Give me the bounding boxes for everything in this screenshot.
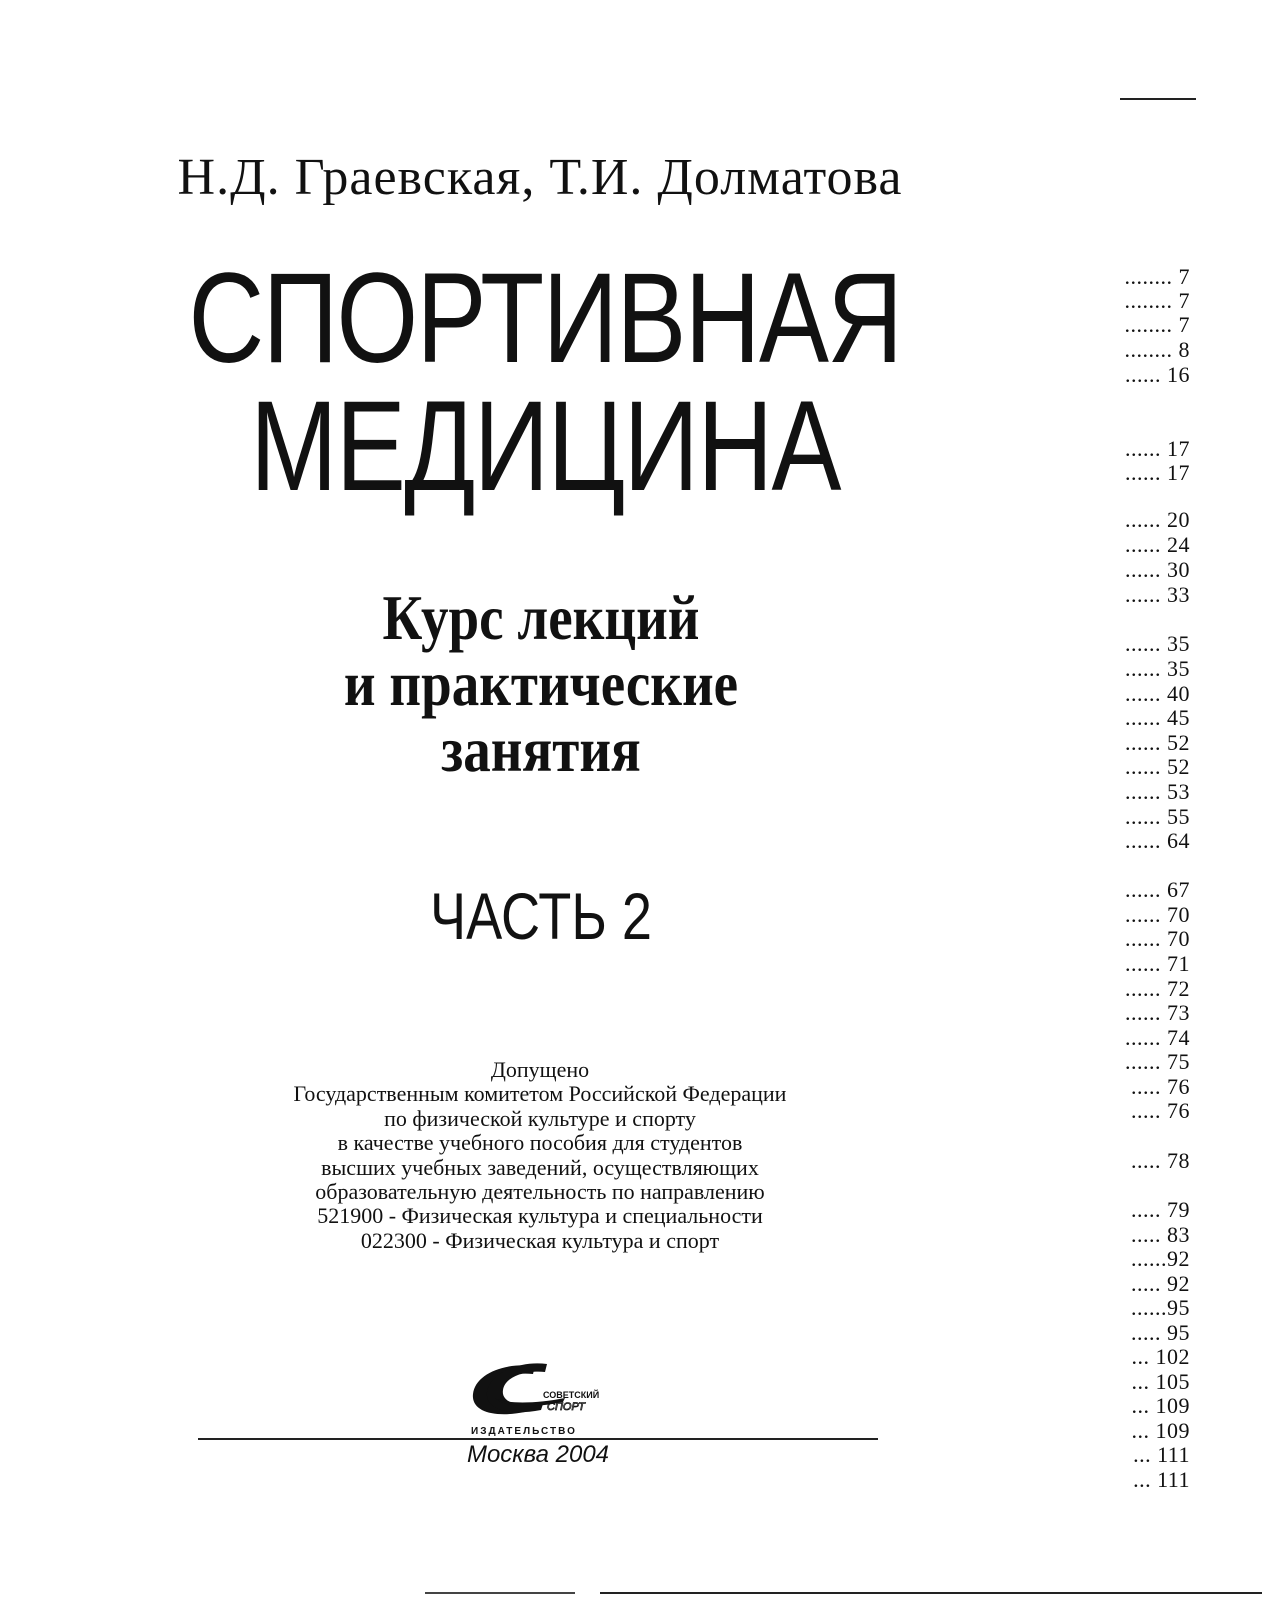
approval-line-3: по физической культуре и спорту xyxy=(384,1105,696,1131)
toc-page-number: ...... 67 xyxy=(1125,877,1190,902)
book-subtitle-line-1: Курс лекций xyxy=(382,582,700,653)
toc-page-number: ... 102 xyxy=(1131,1344,1190,1369)
book-title xyxy=(98,247,992,518)
approval-line-2: Государственным комитетом Российской Федерации xyxy=(293,1081,787,1107)
toc-page-number: ...... 70 xyxy=(1125,902,1190,927)
toc-page-number: ..... 95 xyxy=(1131,1320,1190,1345)
toc-page-number: ...... 24 xyxy=(1125,532,1190,557)
toc-page-number: ........ 7 xyxy=(1124,264,1190,289)
toc-page-number: ...... 17 xyxy=(1125,460,1190,485)
top-rule xyxy=(1120,98,1196,100)
approval-line-7: 521900 - Физическая культура и специальности xyxy=(317,1203,763,1229)
toc-page-number: ...... 30 xyxy=(1125,557,1190,582)
logo-word-top: СОВЕТСКИЙ xyxy=(543,1390,600,1400)
approval-line-4: в качестве учебного пособия для студентов xyxy=(337,1130,743,1156)
toc-page-number: ... 109 xyxy=(1131,1393,1190,1418)
book-title-line-1: СПОРТИВНАЯ xyxy=(188,247,902,390)
toc-page-number: ...... 72 xyxy=(1125,976,1190,1001)
approval-line-8: 022300 - Физическая культура и спорт xyxy=(360,1227,720,1253)
approval-line-6: образовательную деятельность по направлению xyxy=(315,1179,765,1205)
toc-page-number: ...... 71 xyxy=(1125,951,1190,976)
approval-line-5: высших учебных заведений, осуществляющих xyxy=(321,1154,759,1180)
toc-page-number: ...... 17 xyxy=(1125,436,1190,461)
toc-page-number: ..... 76 xyxy=(1131,1098,1190,1123)
logo-word-bottom: СПОРТ xyxy=(547,1401,585,1413)
toc-page-number: ... 105 xyxy=(1131,1369,1190,1394)
approval-line-1: Допущено xyxy=(490,1057,590,1082)
toc-page-number: ... 111 xyxy=(1133,1467,1190,1492)
toc-page-number: ...... 16 xyxy=(1125,362,1190,387)
book-title-line-2: МЕДИЦИНА xyxy=(250,375,840,518)
book-subtitle-line-3: занятия xyxy=(441,714,641,785)
city-year: Москва 2004 xyxy=(466,1441,610,1468)
authors: Н.Д. Граевская, Т.И. Долматова xyxy=(177,149,903,206)
toc-page-number: ... 111 xyxy=(1133,1442,1190,1467)
toc-page-number: ..... 78 xyxy=(1131,1148,1190,1173)
publisher-rule xyxy=(198,1438,878,1440)
toc-page-number: ..... 76 xyxy=(1131,1074,1190,1099)
bottom-rule xyxy=(600,1592,1262,1594)
book-subtitle-line-2: и практические xyxy=(343,648,739,719)
toc-page-number: ........ 7 xyxy=(1124,312,1190,337)
toc-page-number: ...... 74 xyxy=(1125,1025,1190,1050)
toc-page-number: ...... 35 xyxy=(1125,631,1190,656)
toc-page-number: ...... 64 xyxy=(1125,828,1190,853)
logo-caption: ИЗДАТЕЛЬСТВО xyxy=(471,1426,577,1437)
toc-page-number: ...... 20 xyxy=(1125,507,1190,532)
toc-page-number: ...... 35 xyxy=(1125,656,1190,681)
toc-page-number: ...... 55 xyxy=(1125,804,1190,829)
toc-page-number: ...... 75 xyxy=(1125,1049,1190,1074)
toc-page-number: ...... 53 xyxy=(1125,779,1190,804)
toc-page-number: ... 109 xyxy=(1131,1418,1190,1443)
approval-statement xyxy=(240,1058,840,1253)
book-subtitle xyxy=(76,582,1007,785)
toc-page-number: ..... 79 xyxy=(1131,1197,1190,1222)
toc-page-number: ..... 83 xyxy=(1131,1222,1190,1247)
toc-page-number: ...... 52 xyxy=(1125,754,1190,779)
bottom-rule-left xyxy=(425,1592,575,1594)
toc-page-number: ...... 70 xyxy=(1125,926,1190,951)
toc-page-number: ......92 xyxy=(1131,1246,1190,1271)
publisher-logo xyxy=(465,1360,605,1440)
toc-page-number: ........ 8 xyxy=(1124,337,1190,362)
toc-page-number: ........ 7 xyxy=(1124,288,1190,313)
toc-page-number: ...... 45 xyxy=(1125,705,1190,730)
toc-page-number: ..... 92 xyxy=(1131,1271,1190,1296)
toc-page-number: ...... 40 xyxy=(1125,681,1190,706)
toc-page-number: ...... 52 xyxy=(1125,730,1190,755)
toc-page-number: ...... 73 xyxy=(1125,1000,1190,1025)
toc-page-number: ......95 xyxy=(1131,1295,1190,1320)
toc-page-number: ...... 33 xyxy=(1125,582,1190,607)
part-number: ЧАСТЬ 2 xyxy=(430,879,652,953)
